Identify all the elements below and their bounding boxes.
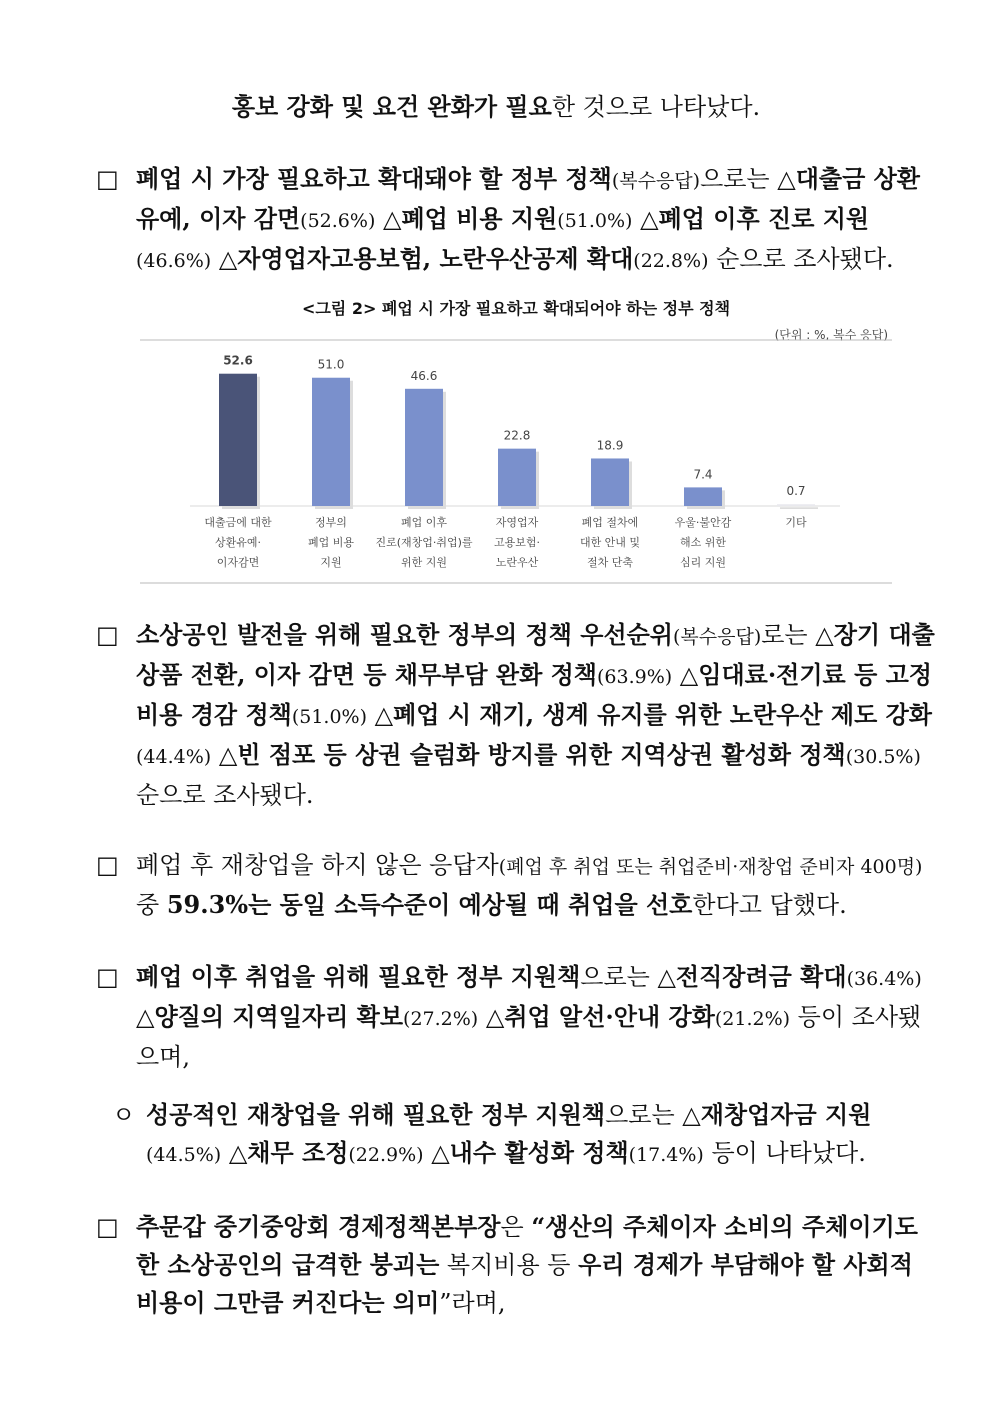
text: △ [423,1139,450,1167]
paragraph-priority-policy [96,616,942,814]
paragraph-closure-policy [96,160,942,280]
bar-value-label: 46.6 [410,368,438,383]
bold-text: 임대료·전기료 등 고정비용 경감 정책 [136,660,932,729]
bar-value-label: 51.0 [317,357,345,372]
checkbox-bullet: □ [96,165,119,193]
category-label: 상환유예· [214,536,262,549]
text: △ [221,1139,248,1167]
bar-value-label: 22.8 [503,428,531,443]
bar [777,504,815,506]
bold-text: 자영업자고용보험, 노란우산공제 확대 [237,244,634,273]
small-note: (46.6%) [136,250,212,272]
text: 등이 나타났다. [703,1139,866,1167]
text: ”라며, [439,1289,506,1317]
category-label: 우울·불안감 [674,516,732,529]
category-label: 폐업 비용 [307,536,355,549]
bold-text: 59.3%는 동일 소득수준이 예상될 때 취업을 선호 [166,890,693,919]
text: 복지비용 등 [439,1251,579,1279]
text: △ [211,741,238,769]
text: 순으로 조사됐다. [136,781,314,809]
bold-text: 재창업자금 지원 [700,1100,872,1129]
bar [498,449,536,506]
bold-text: 취업 알선·안내 강화 [504,1002,715,1031]
figure-unit: (단위 : %, 복수 응답) [774,328,888,342]
bold-text: 채무 조정 [247,1138,349,1167]
small-note: (52.6%) [300,210,376,232]
category-label: 대한 안내 및 [579,536,641,549]
checkbox-bullet: □ [96,1213,119,1241]
category-label: 폐업 이후 [400,516,448,529]
small-note: (44.5%) [146,1144,222,1166]
category-label: 심리 지원 [679,556,727,569]
bold-text: 대출금 상환 유예, 이자 감면 [136,164,920,233]
small-note: (22.9%) [348,1144,424,1166]
paragraph-employment-support [96,958,942,1076]
paragraph-quote [96,1208,942,1322]
text: 으로는 △ [605,1101,701,1129]
text: △ [478,1003,505,1031]
checkbox-bullet: □ [96,963,119,991]
bar [312,378,350,506]
small-note: (36.4%) [846,968,922,990]
bar-shadow [780,507,818,509]
text: △ [211,245,238,273]
category-label: 노란우산 [495,556,539,569]
text: 폐업 후 재창업을 하지 않은 응답자 [136,851,499,879]
bold-text: 양질의 지역일자리 확보 [154,1002,404,1031]
text: △ [375,205,402,233]
category-label: 자영업자 [495,516,539,529]
category-label: 해소 위한 [679,536,727,549]
circle-bullet: ㅇ [112,1101,136,1129]
text: 한다고 답했다. [692,891,847,919]
bold-text: 빈 점포 등 상권 슬럼화 방지를 위한 지역상권 활성화 정책 [237,740,846,769]
bar [591,458,629,506]
intro-line [0,88,992,126]
text: 으로는 △ [700,165,796,193]
bold-text: 폐업 비용 지원 [401,204,558,233]
bold-text: 내수 활성화 정책 [449,1138,629,1167]
small-note: (51.0%) [557,210,633,232]
category-label: 기타 [785,516,807,529]
text: △ [367,701,394,729]
text: 등이 조사됐으며, [136,1003,922,1071]
bold-text: 폐업 이후 진로 지원 [658,204,870,233]
text: △ [672,661,699,689]
category-label: 정부의 [315,516,347,529]
bold-text: 폐업 이후 취업을 위해 필요한 정부 지원책 [136,962,581,991]
bold-text: 폐업 시 가장 필요하고 확대돼야 할 정부 정책 [136,164,612,193]
category-label: 진로(재창업·취업)를 [375,536,473,549]
bar-value-label: 0.7 [786,484,806,499]
small-note: (63.9%) [596,666,673,688]
figure-title: <그림 2> 폐업 시 가장 필요하고 확대되어야 하는 정부 정책 [301,299,731,318]
small-note: (27.2%) [403,1008,479,1030]
bar-value-label: 52.6 [223,353,253,368]
bar [684,487,722,506]
checkbox-bullet: □ [96,621,119,649]
text: 순으로 조사됐다. [708,245,894,273]
text: △ [632,205,659,233]
category-label: 위한 지원 [400,556,448,569]
bold-text: 장기 대출 상품 전환, 이자 감면 등 채무부담 완화 정책 [136,620,935,689]
text: 은 [500,1213,532,1241]
bold-text: 소상공인 발전을 위해 필요한 정부의 정책 우선순위 [136,620,673,649]
bar [219,374,257,506]
figure-bottom-shadow [140,582,892,584]
small-note: (21.2%) [714,1008,791,1030]
category-label: 절차 단축 [586,556,634,569]
bold-text: 우리 경제가 부담해야 할 사회적 비용이 그만큼 커진다는 의미 [136,1250,913,1317]
text: 로는 △ [761,621,834,649]
small-note: (44.4%) [136,746,212,768]
paragraph-restart-support [112,1096,936,1174]
bold-text: 추문갑 중기중앙회 경제정책본부장 [136,1212,501,1241]
small-note: (30.5%) [845,746,921,768]
text: 중 [136,891,167,919]
small-note: (폐업 후 취업 또는 취업준비·재창업 준비자 400명) [498,856,923,878]
category-label: 지원 [320,556,342,569]
paragraph-employment-preference [96,846,942,924]
intro-rest: 한 것으로 나타났다. [551,93,761,121]
bar-value-label: 18.9 [596,438,624,453]
bold-text: 전직장려금 확대 [675,962,847,991]
small-note: (17.4%) [628,1144,704,1166]
small-note: (51.0%) [291,706,368,728]
bar [405,389,443,506]
intro-bold: 홍보 강화 및 요건 완화가 필요 [231,92,552,121]
category-label: 대출금에 대한 [204,516,272,529]
bold-text: 성공적인 재창업을 위해 필요한 정부 지원책 [146,1100,606,1129]
category-label: 고용보험· [493,536,541,549]
bar-chart [140,338,892,586]
bar-value-label: 7.4 [693,467,713,482]
bold-text: “생산의 주체이자 소비의 주체이기도 한 소상공인의 급격한 붕괴는 [136,1212,918,1279]
text: 으로는 △ [580,963,676,991]
bold-text: 폐업 시 재기, 생계 유지를 위한 노란우산 제도 강화 [393,700,932,729]
checkbox-bullet: □ [96,851,119,879]
small-note: (22.8%) [633,250,709,272]
small-note: (복수응답) [673,626,762,648]
category-label: 폐업 절차에 [581,516,639,529]
text: △ [136,1003,155,1031]
figure [140,296,892,586]
category-label: 이자감면 [216,556,260,569]
small-note: (복수응답) [611,170,701,192]
